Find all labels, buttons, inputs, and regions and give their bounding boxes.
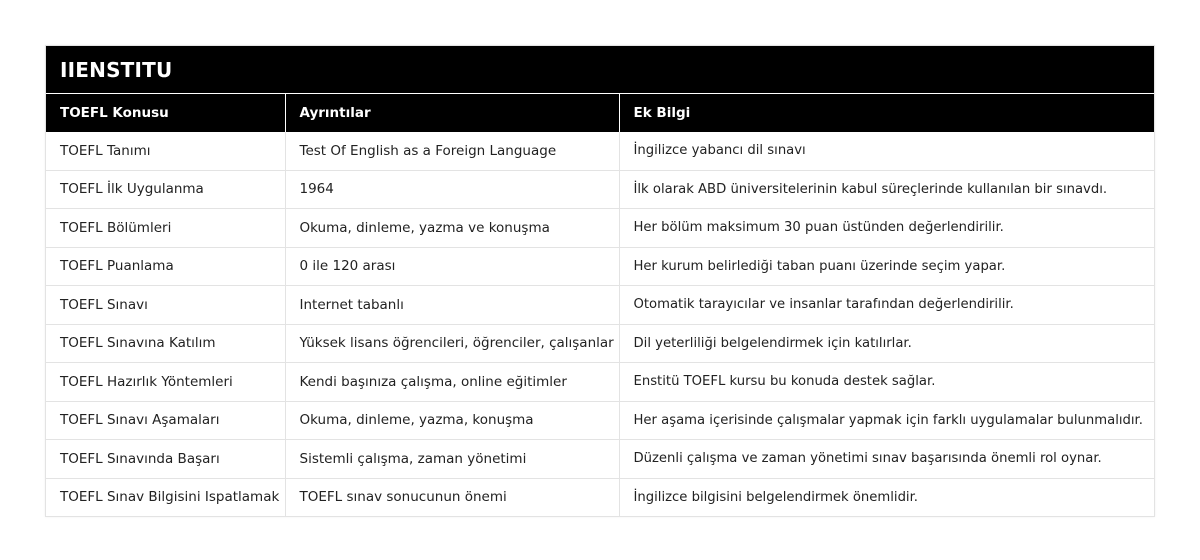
topic-cell: TOEFL Hazırlık Yöntemleri [46, 363, 285, 402]
toefl-info-table [46, 94, 1154, 516]
table-body [46, 132, 1154, 516]
extra-info-cell: Otomatik tarayıcılar ve insanlar tarafından değerlendirilir. [619, 286, 1154, 325]
extra-info-cell: Her kurum belirlediği taban puanı üzerinde seçim yapar. [619, 247, 1154, 286]
details-cell: 1964 [285, 170, 619, 209]
header-cell-topic: TOEFL Konusu [46, 94, 285, 132]
brand-title: IIENSTITU [46, 46, 1154, 94]
info-table-container [45, 45, 1155, 517]
extra-info-cell: Her bölüm maksimum 30 puan üstünden değerlendirilir. [619, 209, 1154, 248]
topic-cell: TOEFL Sınav Bilgisini Ispatlamak [46, 478, 285, 516]
topic-cell: TOEFL Sınavı [46, 286, 285, 325]
topic-cell: TOEFL Sınavında Başarı [46, 440, 285, 479]
table-row [46, 132, 1154, 170]
details-cell: TOEFL sınav sonucunun önemi [285, 478, 619, 516]
details-cell: Internet tabanlı [285, 286, 619, 325]
details-cell: Okuma, dinleme, yazma ve konuşma [285, 209, 619, 248]
extra-info-cell: İngilizce bilgisini belgelendirmek önemlidir. [619, 478, 1154, 516]
header-row [46, 94, 1154, 132]
topic-cell: TOEFL Tanımı [46, 132, 285, 170]
table-row [46, 170, 1154, 209]
extra-info-cell: İngilizce yabancı dil sınavı [633, 143, 806, 159]
extra-info-cell: Enstitü TOEFL kursu bu konuda destek sağlar. [619, 363, 1154, 402]
topic-cell: TOEFL Sınavı Aşamaları [46, 401, 285, 440]
topic-cell: TOEFL Sınavına Katılım [46, 324, 285, 363]
table-row [46, 209, 1154, 248]
table-row [46, 363, 1154, 402]
details-cell: Yüksek lisans öğrencileri, öğrenciler, çalışanlar [285, 324, 619, 363]
header-cell-extra-info: Ek Bilgi [619, 94, 1154, 132]
extra-info-cell: Her aşama içerisinde çalışmalar yapmak için farklı uygulamalar bulunmalıdır. [619, 401, 1154, 440]
table-header [46, 94, 1154, 132]
table-row [46, 440, 1154, 479]
topic-cell: TOEFL Puanlama [46, 247, 285, 286]
details-cell: 0 ile 120 arası [285, 247, 619, 286]
details-cell: Sistemli çalışma, zaman yönetimi [285, 440, 619, 479]
details-cell: Okuma, dinleme, yazma, konuşma [285, 401, 619, 440]
table-row [46, 401, 1154, 440]
table-row [46, 324, 1154, 363]
extra-info-cell: Dil yeterliliği belgelendirmek için katılırlar. [619, 324, 1154, 363]
table-row [46, 247, 1154, 286]
extra-info-cell: Düzenli çalışma ve zaman yönetimi sınav başarısında önemli rol oynar. [619, 440, 1154, 479]
extra-info-cell: İlk olarak ABD üniversitelerinin kabul süreçlerinde kullanılan bir sınavdı. [619, 170, 1154, 209]
details-cell: Kendi başınıza çalışma, online eğitimler [285, 363, 619, 402]
table-row [46, 286, 1154, 325]
header-cell-details: Ayrıntılar [285, 94, 619, 132]
topic-cell: TOEFL Bölümleri [46, 209, 285, 248]
topic-cell: TOEFL İlk Uygulanma [46, 170, 285, 209]
details-cell: Test Of English as a Foreign Language [285, 132, 619, 170]
table-row [46, 478, 1154, 516]
